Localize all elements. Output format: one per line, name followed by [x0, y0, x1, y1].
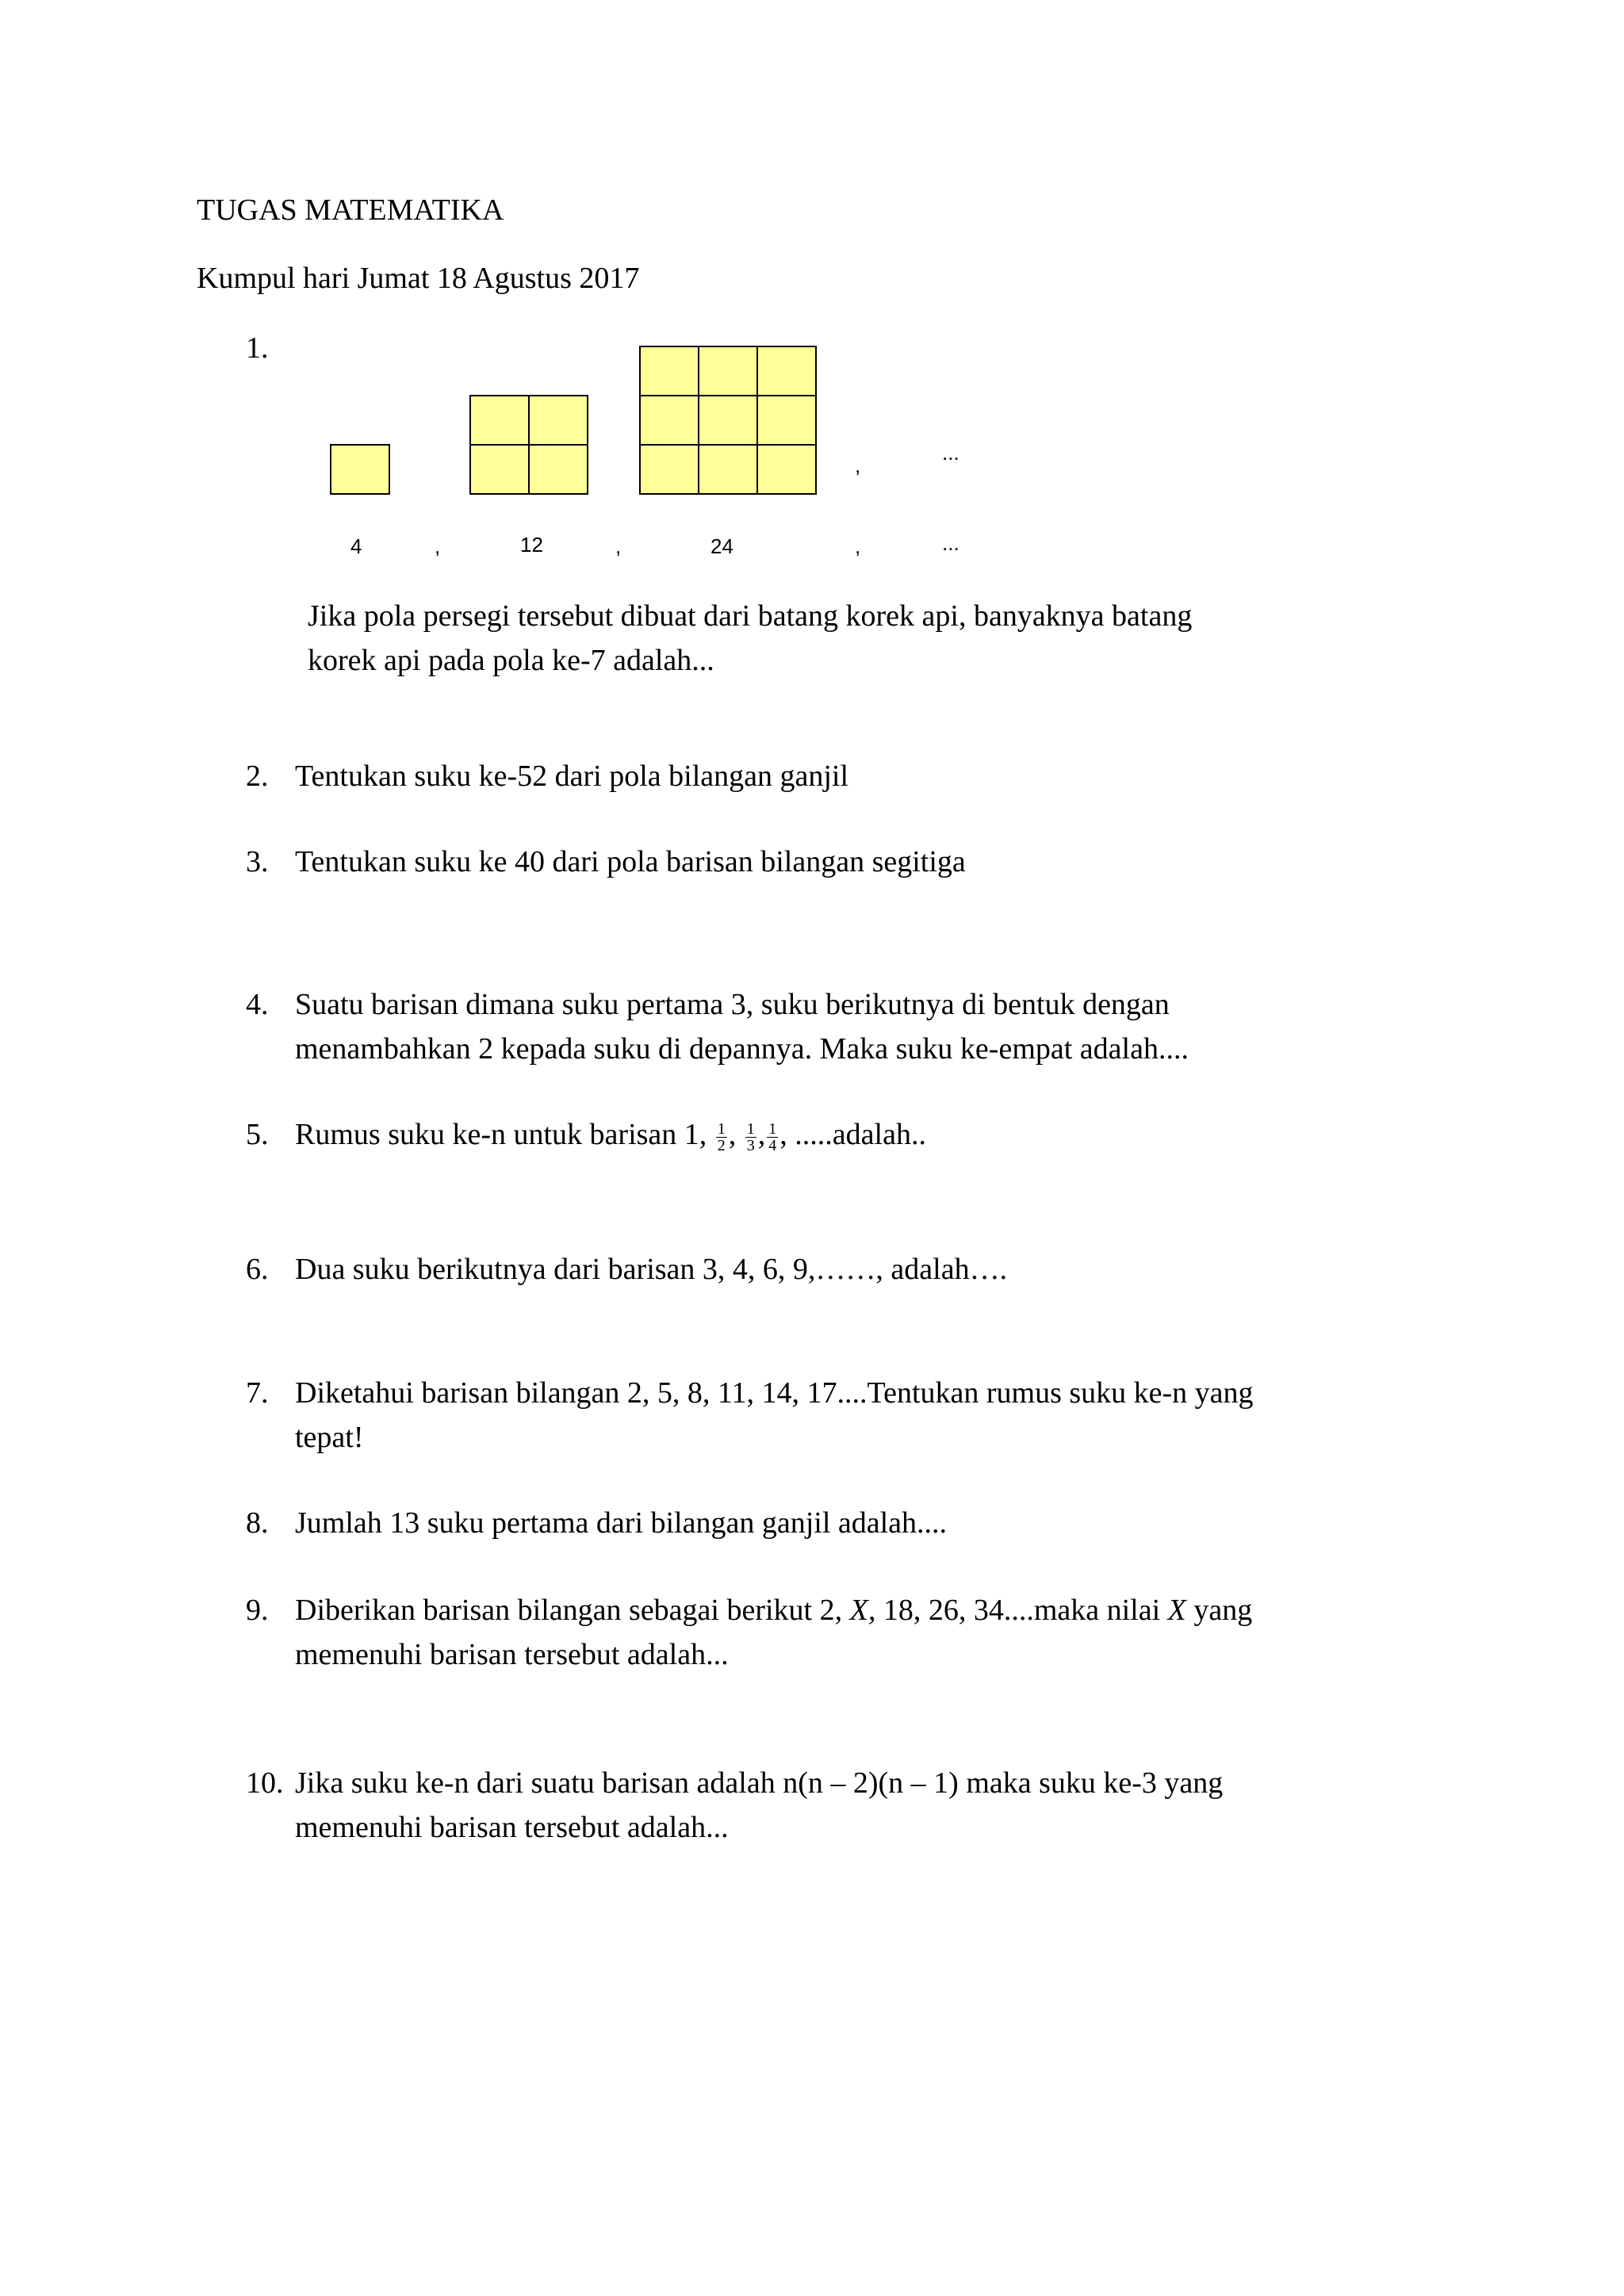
fraction-1-3: $\frac{1}{3}$ [746, 1119, 755, 1154]
question-number-7: 7. [246, 1376, 269, 1410]
label-comma: , [855, 534, 861, 558]
question-5-prefix: Rumus suku ke-n untuk barisan 1, [295, 1118, 707, 1151]
pattern-3-square [639, 395, 699, 446]
pattern-3-square [756, 346, 817, 396]
pattern-label-2: 12 [520, 533, 543, 557]
due-date: Kumpul hari Jumat 18 Agustus 2017 [197, 262, 640, 295]
question-3-text: Tentukan suku ke 40 dari pola barisan bilangan segitiga [295, 845, 966, 878]
question-9-text: memenuhi barisan tersebut adalah... [295, 1638, 729, 1671]
fraction-1-4: $\frac{1}{4}$ [768, 1119, 777, 1154]
question-8-text: Jumlah 13 suku pertama dari bilangan ganjil adalah.... [295, 1506, 948, 1540]
question-10-text: memenuhi barisan tersebut adalah... [295, 1811, 729, 1844]
pattern-3-square [756, 395, 817, 446]
variable-x: X, [849, 1594, 876, 1627]
question-number-1: 1. [246, 331, 269, 365]
pattern-3-square [639, 346, 699, 396]
question-number-9: 9. [246, 1594, 269, 1627]
question-2-text: Tentukan suku ke-52 dari pola bilangan ganjil [295, 760, 849, 793]
pattern-2-square [528, 395, 588, 446]
question-5-suffix: , .....adalah.. [779, 1118, 926, 1151]
question-number-8: 8. [246, 1506, 269, 1540]
pattern-3-square [756, 444, 817, 495]
label-comma: , [615, 534, 622, 558]
variable-x: X [1167, 1594, 1186, 1627]
question-7-text: tepat! [295, 1421, 364, 1454]
label-comma: , [435, 534, 441, 558]
question-number-10: 10. [246, 1766, 284, 1800]
question-number-5: 5. [246, 1118, 269, 1151]
pattern-label-3: 24 [710, 534, 733, 558]
question-10-text: Jika suku ke-n dari suatu barisan adalah n(n – 2)(n – 1) maka suku ke-3 yang [295, 1766, 1224, 1800]
pattern-2-square [528, 444, 588, 495]
document-title: TUGAS MATEMATIKA [197, 193, 504, 227]
pattern-3-square [698, 346, 758, 396]
label-ellipsis: ... [942, 531, 959, 555]
question-7-text: Diketahui barisan bilangan 2, 5, 8, 11, 14, 17....Tentukan rumus suku ke-n yang [295, 1376, 1254, 1410]
pattern-1-square [330, 444, 390, 495]
question-4-text: menambahkan 2 kepada suku di depannya. Maka suku ke-empat adalah.... [295, 1032, 1189, 1066]
question-number-3: 3. [246, 845, 269, 878]
figure-trailing-comma: , [855, 453, 861, 477]
pattern-2-square [469, 444, 530, 495]
pattern-label-1: 4 [350, 534, 362, 558]
pattern-3-square [698, 444, 758, 495]
fraction-1-2: $\frac{1}{2}$ [717, 1119, 726, 1154]
question-1-text: Jika pola persegi tersebut dibuat dari batang korek api, banyaknya batang [308, 599, 1193, 633]
question-number-4: 4. [246, 988, 269, 1021]
pattern-3-square [639, 444, 699, 495]
question-4-text: Suatu barisan dimana suku pertama 3, suku berikutnya di bentuk dengan [295, 988, 1170, 1021]
question-number-6: 6. [246, 1253, 269, 1286]
pattern-2-square [469, 395, 530, 446]
question-number-2: 2. [246, 760, 269, 793]
figure-trailing-ellipsis: ... [942, 441, 959, 465]
question-1-text: korek api pada pola ke-7 adalah... [308, 644, 714, 677]
question-5-text: Rumus suku ke-n untuk barisan 1, $\frac{1}{2}$ , $\frac{1}{3}$ , $\frac{1}{4}$ , .....adalah.. [295, 1118, 926, 1154]
question-9-text: Diberikan barisan bilangan sebagai berikut 2, X, 18, 26, 34....maka nilai X yang [295, 1594, 1253, 1627]
pattern-3-square [698, 395, 758, 446]
question-6-text: Dua suku berikutnya dari barisan 3, 4, 6, 9,……, adalah…. [295, 1253, 1008, 1286]
